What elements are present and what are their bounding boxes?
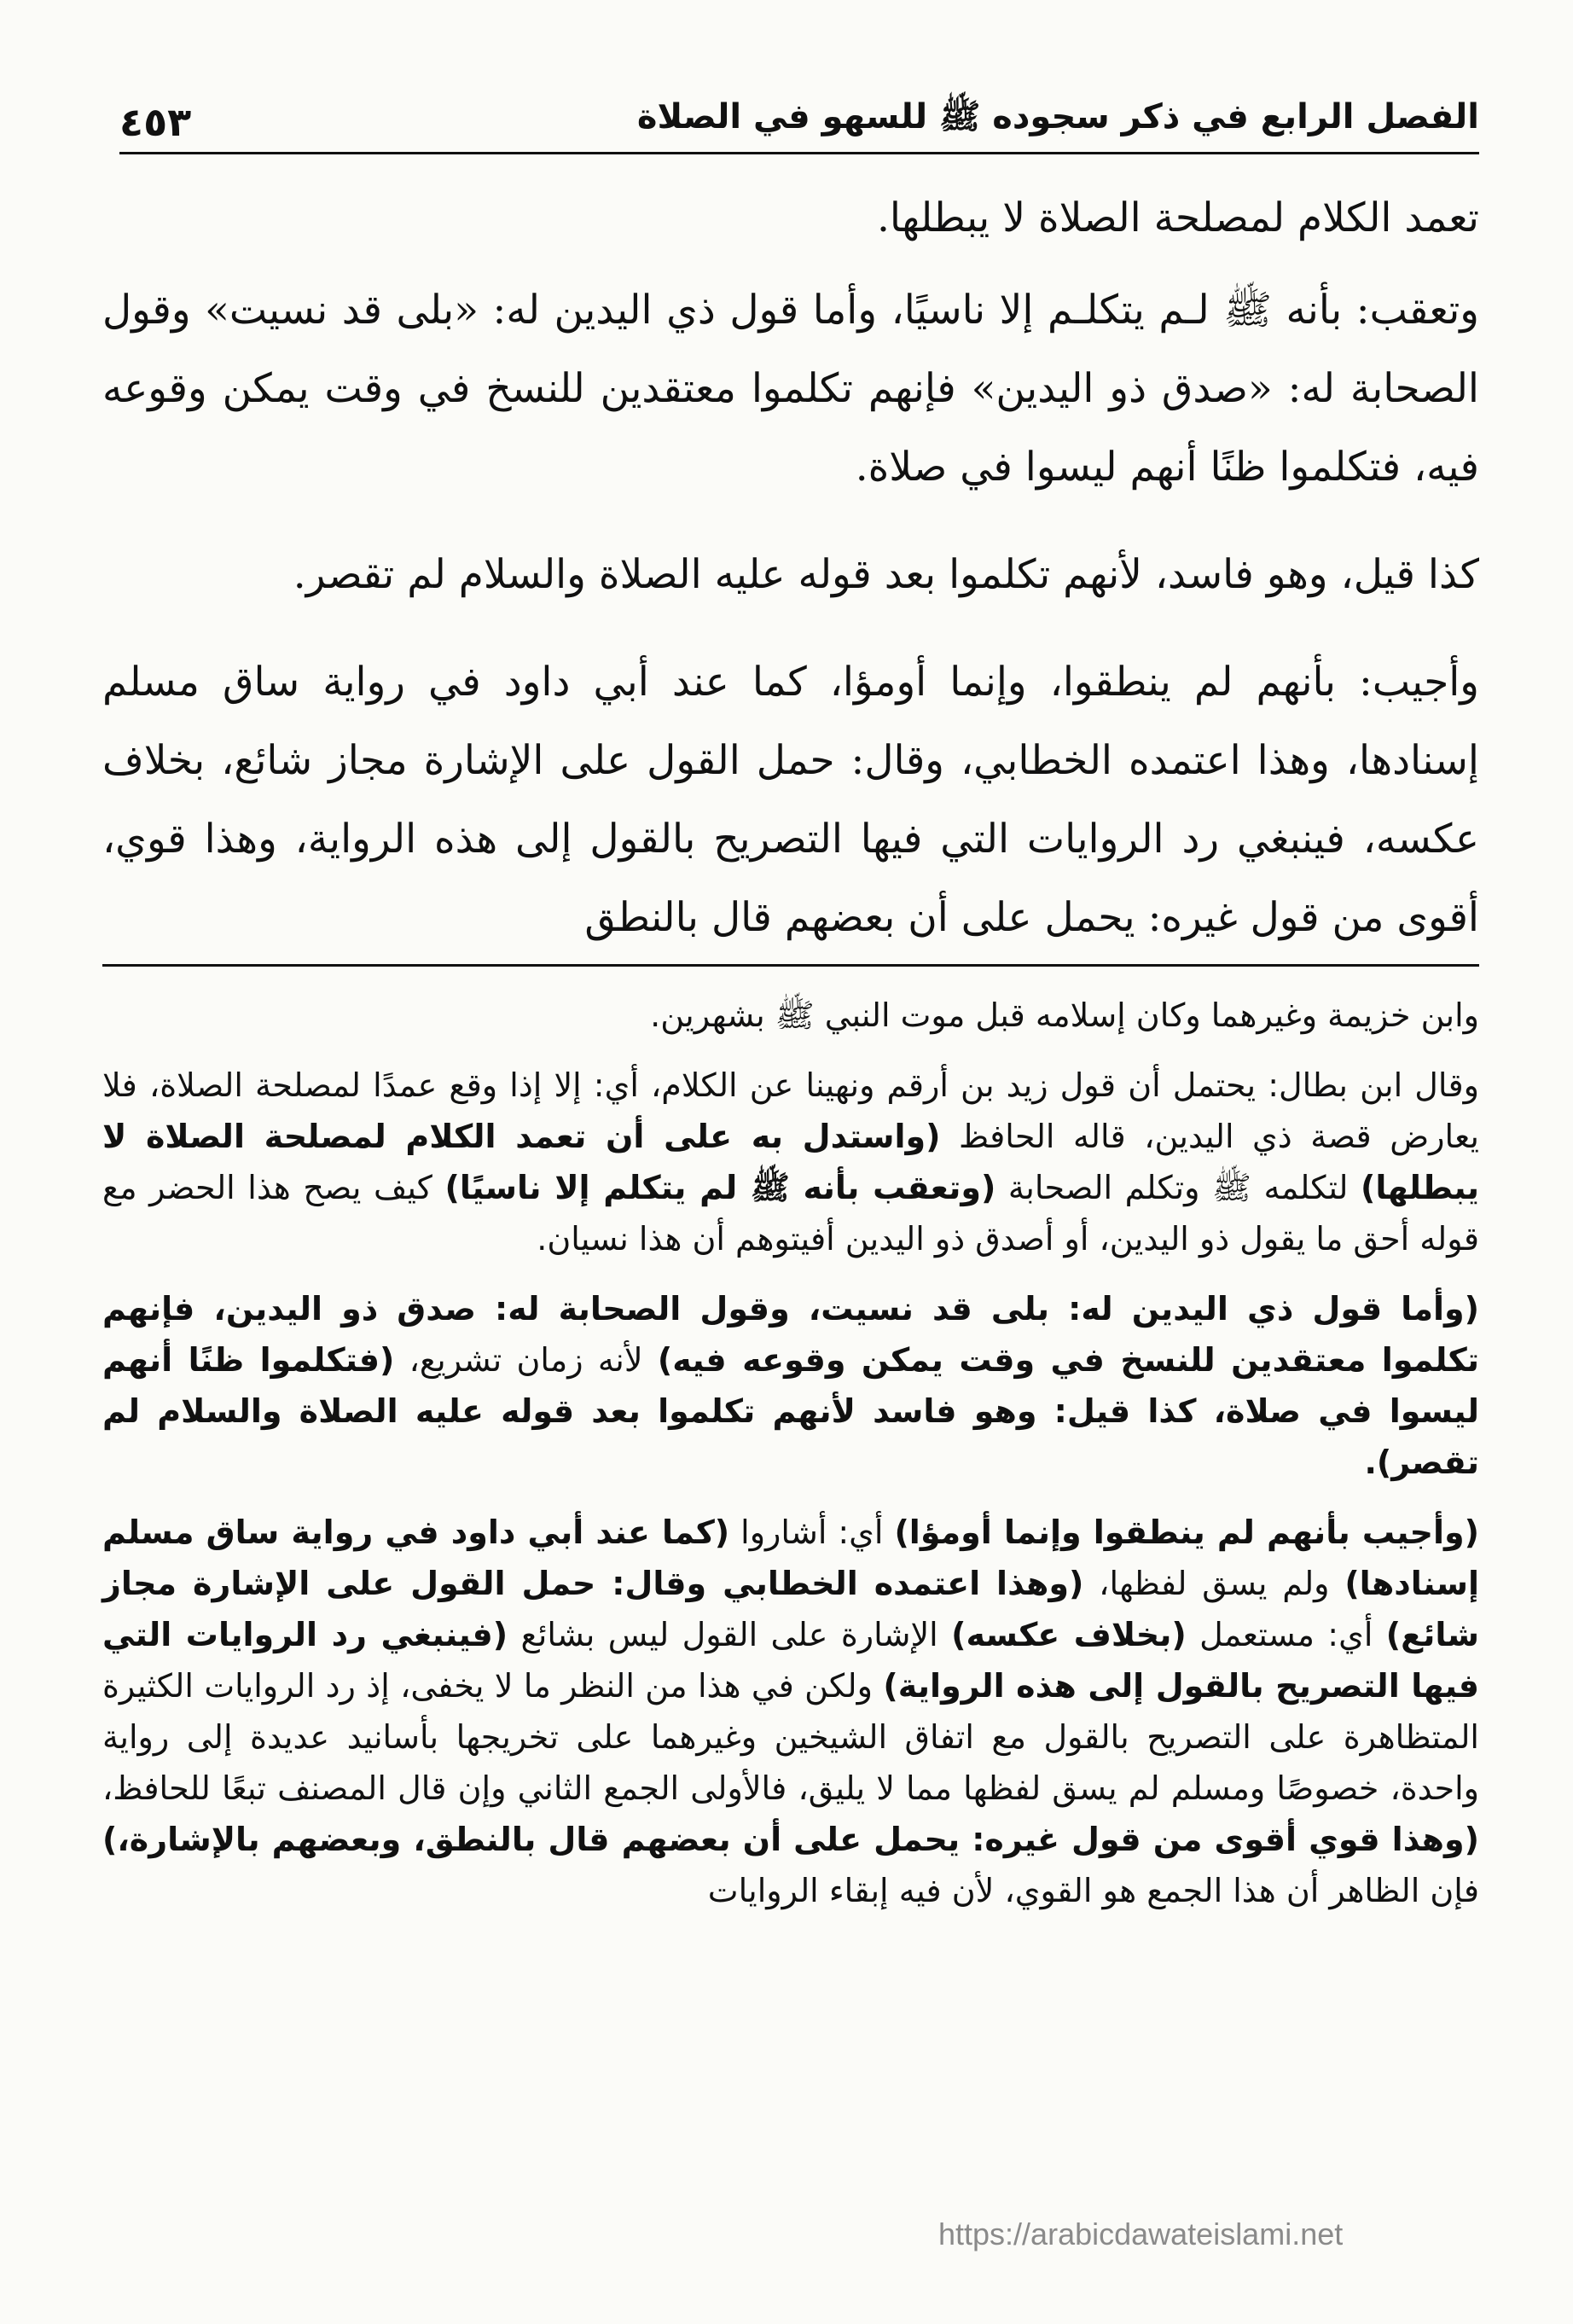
quoted-text: (وأجيب بأنهم لم ينطقوا وإنما أومؤا) [894,1514,1479,1551]
main-paragraph: وتعقب: بأنه ﷺ لـم يتكلـم إلا ناسيًا، وأما قول ذي اليدين له: «بلى قد نسيت» وقول الصحابة له: «صدق ذو اليدين» فإنهم تكلموا معتقدين للنسخ في وقت يمكن وقوعه فيه، فتكلموا ظنًا أنهم ليسوا في صلاة. [102,287,1479,491]
main-paragraph: وأجيب: بأنهم لم ينطقوا، وإنما أومؤا، كما عند أبي داود في رواية ساق مسلم إسنادها، وهذا اعتمده الخطابي، وقال: حمل القول على الإشارة مجاز شائع، بخلاف عكسه، فينبغي رد الروايات التي فيها التصريح بالقول إلى هذه الرواية، وهذا قوي، أقوى من قول غيره: يحمل على أن بعضهم قال بالنطق [102,659,1479,941]
quoted-text: (وهذا قوي أقوى من قول غيره: يحمل على أن بعضهم قال بالنطق، وبعضهم بالإشارة،) [102,1821,1479,1858]
quoted-text: (وتعقب بأنه ﷺ لم يتكلم إلا ناسيًا) [444,1169,996,1206]
commentary-text: وابن خزيمة وغيرهما وكان إسلامه قبل موت النبي ﷺ بشهرين. [650,996,1479,1034]
running-header [119,85,1479,154]
quoted-text: (وهذا اعتمده الخطابي وقال: حمل القول على الإشارة مجاز شائع) [102,1565,1480,1653]
commentary-text: وقال ابن بطال: يحتمل أن قول زيد بن أرقم ونهينا عن الكلام، أي: إلا إذا وقع عمدًا لمصلحة الصلاة، فلا يعارض قصة ذي اليدين، قاله الحافظ [102,1066,1479,1155]
quoted-text: (بخلاف عكسه) [951,1616,1187,1653]
commentary-text: ولم يسق لفظها، [1083,1565,1345,1602]
quoted-text: (فتكلموا ظنًا أنهم ليسوا في صلاة، كذا قيل: وهو فاسد لأنهم تكلموا بعد قوله عليه الصلاة والسلام لم تقصر). [102,1341,1479,1481]
quoted-text: (وأما قول ذي اليدين له: بلى قد نسيت، وقول الصحابة له: صدق ذو اليدين، فإنهم تكلموا معتقدين للنسخ في وقت يمكن وقوعه فيه) [102,1290,1480,1379]
commentary-paragraph [102,1283,1479,1488]
commentary-paragraph [102,1060,1479,1264]
quoted-text: (واستدل به على أن تعمد الكلام لمصلحة الصلاة لا يبطلها) [102,1118,1479,1206]
commentary [102,990,1479,2184]
main-text [102,179,1479,964]
quoted-text: (كما عند أبي داود في رواية ساق مسلم إسنادها) [102,1514,1479,1602]
chapter-title: الفصل الرابع في ذكر سجوده ﷺ للسهو في الصلاة [636,97,1479,137]
quoted-text: (فينبغي رد الروايات التي فيها التصريح بالقول إلى هذه الرواية) [102,1616,1480,1705]
commentary-text: لأنه زمان تشريع، [394,1341,658,1379]
commentary-text: أي: أشاروا [729,1514,895,1551]
commentary-text: فإن الظاهر أن هذا الجمع هو القوي، لأن فيه إبقاء الروايات [707,1872,1479,1909]
footnote-divider [102,964,1479,967]
page-number: ٤٥٣ [119,99,192,145]
commentary-text: أي: مستعمل [1186,1616,1386,1653]
commentary-paragraph [102,990,1479,1041]
commentary-paragraph [102,1507,1479,1916]
commentary-text: لتكلمه ﷺ وتكلم الصحابة [995,1169,1361,1206]
commentary-text: ولكن في هذا من النظر ما لا يخفى، إذ رد الروايات الكثيرة المتظاهرة على التصريح بالقول مع اتفاق الشيخين وغيرهما على تخريجها بأسانيد عديدة إلى رواية واحدة، خصوصًا ومسلم لم يسق لفظها مما لا يليق، فالأولى الجمع الثاني وإن قال المصنف تبعًا للحافظ، [102,1667,1479,1807]
source-watermark: https://arabicdawateislami.net [938,2217,1344,2251]
commentary-text: الإشارة على القول ليس بشائع [508,1616,952,1653]
main-paragraph: كذا قيل، وهو فاسد، لأنهم تكلموا بعد قوله عليه الصلاة والسلام لم تقصر. [293,551,1479,598]
main-paragraph: تعمد الكلام لمصلحة الصلاة لا يبطلها. [876,195,1479,241]
commentary-text: كيف يصح هذا الحضر مع قوله أحق ما يقول ذو اليدين، أو أصدق ذو اليدين أفيتوهم أن هذا نسيان. [102,1169,1479,1258]
